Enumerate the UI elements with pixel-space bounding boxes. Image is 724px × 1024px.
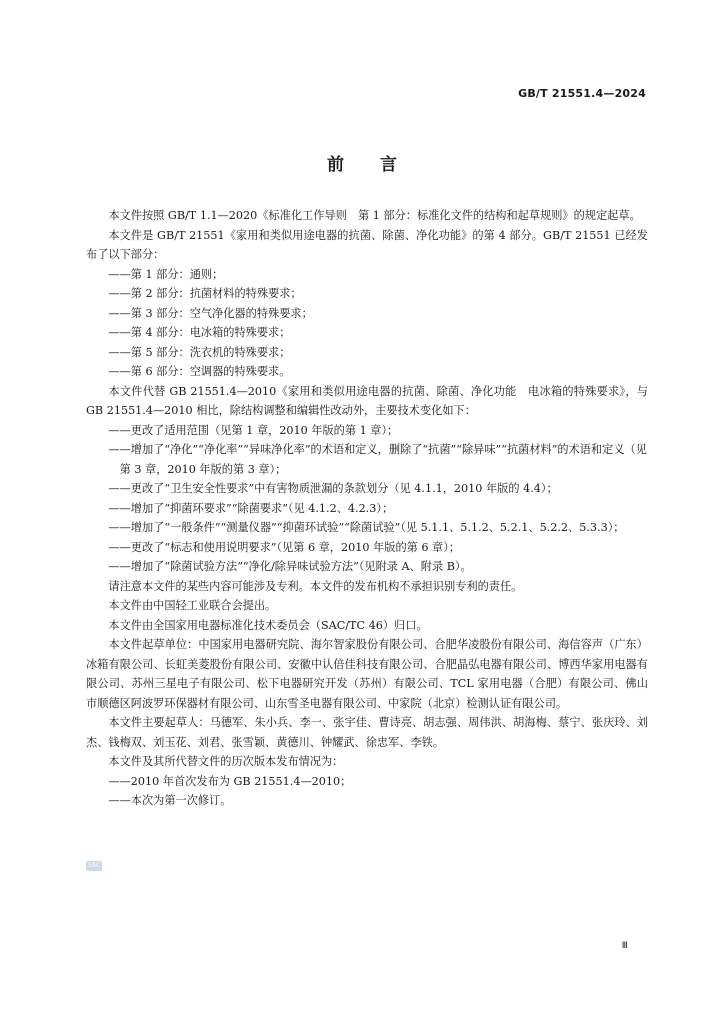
list-item: ——第 5 部分：洗衣机的特殊要求； — [108, 345, 291, 359]
list-item: ——第 6 部分：空调器的特殊要求。 — [108, 365, 291, 378]
paragraph-history-intro: 本文件及其所代替文件的历次版本发布情况为： — [108, 755, 344, 768]
paragraph-drafting-rule: 本文件按照 GB/T 1.1—2020《标准化工作导则 第 1 部分：标准化文件的结构和起草规则》的规定起草。 — [108, 209, 641, 222]
standard-code: GB/T 21551.4—2024 — [518, 87, 646, 100]
list-item: ——第 4 部分：电冰箱的特殊要求； — [108, 326, 291, 339]
sac-seal-icon: SAC — [87, 862, 101, 869]
change-item: ——增加了“除菌试验方法”“净化/除异味试验方法”（见附录 A、附录 B）。 — [108, 560, 472, 573]
page-number: Ⅲ — [621, 941, 628, 951]
change-item: ——增加了“抑菌环要求”“除菌要求”（见 4.1.2、4.2.3）； — [108, 501, 394, 515]
paragraph-replaces: 本文件代替 GB 21551.4—2010《家用和类似用途电器的抗菌、除菌、净化功能 电冰箱的特殊要求》，与 GB 21551.4—2010 相比，除结构调整和编辑性改动外，主要技术变化如下： — [86, 384, 648, 417]
paragraph-series-intro: 本文件是 GB/T 21551《家用和类似用途电器的抗菌、除菌、净化功能》的第 4 部分。GB/T 21551 已经发布了以下部分： — [86, 228, 648, 261]
history-item: ——2010 年首次发布为 GB 21551.4—2010； — [108, 774, 352, 788]
list-item: ——第 3 部分：空气净化器的特殊要求； — [108, 306, 313, 320]
foreword-body — [86, 206, 648, 811]
paragraph-patent-notice: 请注意本文件的某些内容可能涉及专利。本文件的发布机构不承担识别专利的责任。 — [108, 579, 523, 593]
change-item: ——更改了“标志和使用说明要求”（见第 6 章，2010 年版的第 6 章）； — [108, 540, 461, 554]
change-item: ——增加了“一般条件”“测量仪器”“抑菌环试验”“除菌试验”（见 5.1.1、5.1.2、5.2.1、5.2.2、5.3.3）； — [108, 521, 625, 534]
paragraph-proposer: 本文件由中国轻工业联合会提出。 — [108, 599, 277, 612]
paragraph-drafters: 本文件主要起草人：马德军、朱小兵、李一、张宇佳、曹诗亮、胡志强、周伟洪、胡海梅、蔡宁、张庆玲、刘杰、钱梅双、刘玉花、刘君、张雪颖、黄德川、钟耀武、徐忠军、李铁。 — [86, 716, 648, 749]
history-item: ——本次为第一次修订。 — [108, 794, 232, 807]
paragraph-technical-committee: 本文件由全国家用电器标准化技术委员会（SAC/TC 46）归口。 — [108, 618, 428, 632]
paragraph-drafting-units: 本文件起草单位：中国家用电器研究院、海尔智家股份有限公司、合肥华凌股份有限公司、海信容声（广东）冰箱有限公司、长虹美菱股份有限公司、安徽中认倍佳科技有限公司、合肥晶弘电器有限公司、博西华家用电器有限公司、苏州三星电子有限公司、松下电器研究开发（苏州）有限公司、TCL 家用电器（合肥）有限公司、佛山市顺德区阿波罗环保器材有限公司、山东雪圣电器有限公司、中家院（北京）检测认证有限公司。 — [86, 638, 648, 710]
page-title: 前言 — [327, 155, 433, 175]
list-item: ——第 2 部分：抗菌材料的特殊要求； — [108, 287, 302, 300]
change-item: ——更改了适用范围（见第 1 章，2010 年版的第 1 章）； — [108, 423, 399, 437]
change-item: ——更改了“卫生安全性要求”中有害物质泄漏的条款划分（见 4.1.1，2010 年版的 4.4）； — [108, 482, 558, 495]
list-item: ——第 1 部分：通则； — [108, 267, 224, 281]
change-item: ——增加了“净化”“净化率”“异味净化率”的术语和定义，删除了“抗菌”“除异味”“抗菌材料”的术语和定义（见第 3 章，2010 年版的第 3 章）； — [108, 443, 647, 476]
